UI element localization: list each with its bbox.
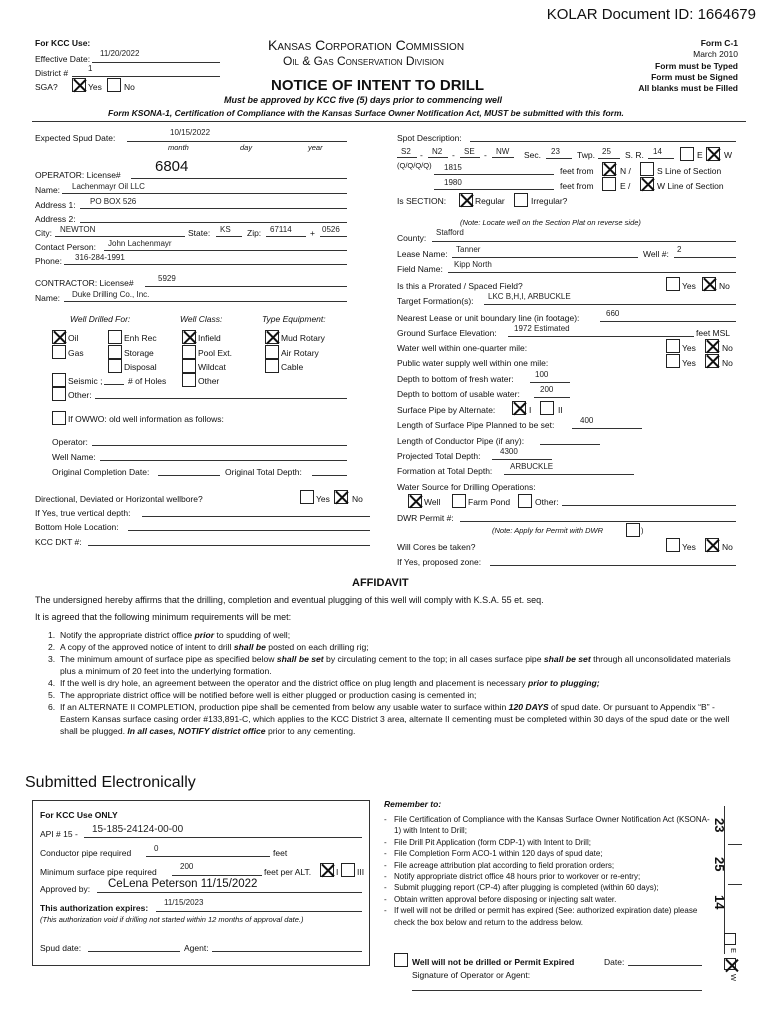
effective-date-label: Effective Date: bbox=[35, 54, 91, 64]
remember-list bbox=[384, 814, 714, 928]
directional-no-label: No bbox=[352, 494, 363, 504]
storage-label: Storage bbox=[124, 348, 154, 358]
side-range: 14 bbox=[712, 895, 727, 910]
county-value: Stafford bbox=[436, 228, 464, 237]
sga-yes-label: Yes bbox=[88, 82, 102, 92]
directional-no-checkbox[interactable] bbox=[334, 490, 348, 504]
water-source-farm-checkbox[interactable] bbox=[452, 494, 466, 508]
alternate-ii-label: II bbox=[558, 405, 563, 415]
range-e-label: E bbox=[697, 150, 703, 160]
mud-rotary-checkbox[interactable] bbox=[265, 330, 279, 344]
other-drilled-checkbox[interactable] bbox=[52, 387, 66, 401]
east-checkbox[interactable] bbox=[602, 177, 616, 191]
contact-label: Contact Person: bbox=[35, 242, 96, 252]
operator-name-label: Name: bbox=[35, 185, 61, 195]
address1-label: Address 1: bbox=[35, 200, 76, 210]
other-class-checkbox[interactable] bbox=[182, 373, 196, 387]
irregular-checkbox[interactable] bbox=[514, 193, 528, 207]
form-title: NOTICE OF INTENT TO DRILL bbox=[271, 77, 485, 94]
alternate-i-label: I bbox=[529, 405, 532, 415]
infield-label: Infield bbox=[198, 333, 221, 343]
regular-label: Regular bbox=[475, 196, 505, 206]
spot-q1: S2 bbox=[401, 147, 411, 156]
remember-item: - File Completion Form ACO-1 within 120 days of spud date; bbox=[384, 848, 714, 859]
cores-no-label: No bbox=[722, 542, 733, 552]
prorated-no-checkbox[interactable] bbox=[702, 277, 716, 291]
affidavit-title: AFFIDAVIT bbox=[352, 577, 409, 589]
public-water-no-label: No bbox=[722, 358, 733, 368]
formation-depth-value: ARBUCKLE bbox=[510, 462, 554, 471]
lease-value: Tanner bbox=[456, 245, 481, 254]
requirement-item: 6. If an ALTERNATE II COMPLETION, production pipe shall be cemented from below any usable water to surface within 120 DAYS of spud date. Or pursuant to Appendix “B” - Eastern Kansas surface casing order #133,891-C, which applies to the KCC District 3 area, alternate II cementing must be completed within 30 days of the spud date or the well shall be plugged. In all cases, NOTIFY district office prior to any cementing. bbox=[48, 702, 730, 736]
district-label: District # bbox=[35, 68, 69, 78]
remember-item: - Submit plugging report (CP-4) after plugging is completed (within 60 days); bbox=[384, 882, 714, 893]
spot-dash-1: - bbox=[420, 150, 423, 160]
district-value: 1 bbox=[88, 64, 93, 73]
water-well-no-label: No bbox=[722, 343, 733, 353]
well-class-heading: Well Class: bbox=[180, 314, 223, 324]
remember-item: - Notify appropriate district office 48 hours prior to workover or re-entry; bbox=[384, 871, 714, 882]
water-source-farm-label: Farm Pond bbox=[468, 497, 511, 507]
operator-name-value: Lachenmayr Oil LLC bbox=[72, 182, 145, 191]
county-label: County: bbox=[397, 233, 427, 243]
well-number-value: 2 bbox=[677, 245, 682, 254]
proposed-zone-label: If Yes, proposed zone: bbox=[397, 557, 482, 567]
conductor-pipe-value: 0 bbox=[154, 844, 159, 853]
directional-label: Directional, Deviated or Horizontal wellbore? bbox=[35, 494, 203, 504]
disposal-checkbox[interactable] bbox=[108, 359, 122, 373]
api-label: API # 15 - bbox=[40, 829, 78, 839]
zip-label: Zip: bbox=[247, 228, 262, 238]
spud-year: year bbox=[308, 143, 323, 152]
field-value: Kipp North bbox=[454, 260, 492, 269]
field-label: Field Name: bbox=[397, 264, 443, 274]
formation-depth-label: Formation at Total Depth: bbox=[397, 466, 493, 476]
other-drilled-label: Other: bbox=[68, 390, 92, 400]
sec-value: 23 bbox=[551, 147, 560, 156]
address1-value: PO BOX 526 bbox=[90, 197, 137, 206]
type-equipment-heading: Type Equipment: bbox=[262, 314, 326, 324]
cable-checkbox[interactable] bbox=[265, 359, 279, 373]
approved-by-value: CeLena Peterson 11/15/2022 bbox=[108, 878, 258, 890]
oil-checkbox[interactable] bbox=[52, 330, 66, 344]
water-well-no-checkbox[interactable] bbox=[705, 339, 719, 353]
cores-yes-checkbox[interactable] bbox=[666, 538, 680, 552]
remember-item: - Obtain written approval before disposing or injecting salt water. bbox=[384, 894, 714, 905]
side-w-checkbox[interactable] bbox=[724, 958, 736, 970]
owwo-checkbox[interactable] bbox=[52, 411, 66, 425]
expires-value: 11/15/2023 bbox=[164, 898, 204, 907]
state-label: State: bbox=[188, 228, 211, 238]
infield-checkbox[interactable] bbox=[182, 330, 196, 344]
spud-day: day bbox=[240, 143, 253, 152]
dwr-note: (Note: Apply for Permit with DWR bbox=[492, 526, 603, 535]
pool-ext-label: Pool Ext. bbox=[198, 348, 233, 358]
spot-q4: NW bbox=[496, 147, 510, 156]
range-label: S. R. bbox=[625, 150, 644, 160]
approval-note: Must be approved by KCC five (5) days prior to commencing well bbox=[224, 95, 503, 105]
locate-note: (Note: Locate well on the Section Plat on reverse side) bbox=[460, 218, 641, 227]
operator-license-label: OPERATOR: License# bbox=[35, 170, 121, 180]
fresh-water-label: Depth to bottom of fresh water: bbox=[397, 374, 514, 384]
prorated-label: Is this a Prorated / Spaced Field? bbox=[397, 281, 523, 291]
range-w-checkbox[interactable] bbox=[706, 147, 720, 161]
enh-rec-label: Enh Rec bbox=[124, 333, 157, 343]
nearest-boundary-value: 660 bbox=[606, 309, 620, 318]
gas-checkbox[interactable] bbox=[52, 345, 66, 359]
west-checkbox[interactable] bbox=[640, 177, 654, 191]
ground-elevation-value: 1972 Estimated bbox=[514, 324, 570, 333]
side-township: 25 bbox=[712, 857, 727, 872]
lease-label: Lease Name: bbox=[397, 249, 448, 259]
owwo-orig-depth-label: Original Total Depth: bbox=[225, 467, 302, 477]
agent-label: Agent: bbox=[184, 943, 209, 953]
kcc-use-only-title: For KCC Use ONLY bbox=[40, 810, 118, 820]
spud-date-kcc-label: Spud date: bbox=[40, 943, 82, 953]
spud-date-value: 10/15/2022 bbox=[170, 128, 211, 137]
min-surface-value: 200 bbox=[180, 862, 194, 871]
water-well-yes-label: Yes bbox=[682, 343, 696, 353]
north-checkbox[interactable] bbox=[602, 162, 616, 176]
requirement-item: 4. If the well is dry hole, an agreement between the operator and the district office on plug length and placement is necessary prior to plugging; bbox=[48, 678, 600, 688]
air-rotary-label: Air Rotary bbox=[281, 348, 319, 358]
usable-water-label: Depth to bottom of usable water: bbox=[397, 389, 520, 399]
range-e-checkbox[interactable] bbox=[680, 147, 694, 161]
not-drilled-label: Well will not be drilled or Permit Expired bbox=[412, 957, 575, 967]
contractor-name-label: Name: bbox=[35, 293, 61, 303]
not-drilled-date-label: Date: bbox=[604, 957, 625, 967]
disposal-label: Disposal bbox=[124, 362, 157, 372]
alt-iii-checkbox[interactable] bbox=[341, 863, 355, 877]
east-label: E / bbox=[620, 181, 631, 191]
cores-yes-label: Yes bbox=[682, 542, 696, 552]
spud-date-label: Expected Spud Date: bbox=[35, 133, 116, 143]
spot-qqqq: (Q/Q/Q/Q) bbox=[397, 161, 432, 170]
true-depth-label: If Yes, true vertical depth: bbox=[35, 508, 131, 518]
west-line-label: W Line of Section bbox=[657, 181, 724, 191]
cores-label: Will Cores be taken? bbox=[397, 542, 476, 552]
pipe-alternate-label: Surface Pipe by Alternate: bbox=[397, 405, 496, 415]
spot-q3: SE bbox=[464, 147, 475, 156]
cores-no-checkbox[interactable] bbox=[705, 538, 719, 552]
approved-by-label: Approved by: bbox=[40, 884, 91, 894]
water-source-other-label: Other: bbox=[535, 497, 559, 507]
fresh-water-value: 100 bbox=[535, 370, 549, 379]
mud-rotary-label: Mud Rotary bbox=[281, 333, 325, 343]
city-label: City: bbox=[35, 228, 52, 238]
sga-label: SGA? bbox=[35, 82, 58, 92]
footage-ns-value: 1815 bbox=[444, 163, 462, 172]
water-well-label: Water well within one-quarter mile: bbox=[397, 343, 528, 353]
twp-label: Twp. bbox=[577, 150, 595, 160]
twp-value: 25 bbox=[602, 147, 611, 156]
ground-elevation-label: Ground Surface Elevation: bbox=[397, 328, 497, 338]
void-note: (This authorization void if drilling not started within 12 months of approval date.) bbox=[40, 915, 304, 924]
surface-pipe-length-value: 400 bbox=[580, 416, 594, 425]
storage-checkbox[interactable] bbox=[108, 345, 122, 359]
water-well-yes-checkbox[interactable] bbox=[666, 339, 680, 353]
regular-checkbox[interactable] bbox=[459, 193, 473, 207]
alt-i-checkbox[interactable] bbox=[320, 863, 334, 877]
ksona-note: Form KSONA-1, Certification of Compliance with the Kansas Surface Owner Notification Act, MUST be submitted with this form. bbox=[108, 108, 624, 118]
spud-month: month bbox=[168, 143, 189, 152]
requirement-item: 3. The minimum amount of surface pipe as specified below shall be set by circulating cement to the top; in all cases surface pipe shall be set through all unconsolidated materials plus a minimum of 20 feet into the underlying formation. bbox=[48, 654, 731, 676]
nearest-boundary-label: Nearest Lease or unit boundary line (in footage): bbox=[397, 313, 580, 323]
wildcat-label: Wildcat bbox=[198, 362, 226, 372]
oil-label: Oil bbox=[68, 333, 79, 343]
gas-label: Gas bbox=[68, 348, 84, 358]
owwo-well-name-label: Well Name: bbox=[52, 452, 96, 462]
spot-dash-3: - bbox=[484, 150, 487, 160]
public-water-no-checkbox[interactable] bbox=[705, 354, 719, 368]
state-value: KS bbox=[220, 225, 231, 234]
sga-no-label: No bbox=[124, 82, 135, 92]
holes-label: # of Holes bbox=[128, 376, 167, 386]
spot-description-label: Spot Description: bbox=[397, 133, 462, 143]
sga-no-checkbox[interactable] bbox=[107, 78, 121, 92]
prorated-yes-checkbox[interactable] bbox=[666, 277, 680, 291]
form-note-typed: Form must be Typed bbox=[655, 61, 738, 71]
document-id: KOLAR Document ID: 1664679 bbox=[546, 6, 756, 23]
alternate-ii-checkbox[interactable] bbox=[540, 401, 554, 415]
footage-ew-from: feet from bbox=[560, 181, 594, 191]
public-water-label: Public water supply well within one mile: bbox=[397, 358, 549, 368]
phone-label: Phone: bbox=[35, 256, 62, 266]
sec-label: Sec. bbox=[524, 150, 542, 160]
conductor-feet-label: feet bbox=[273, 848, 288, 858]
range-value: 14 bbox=[653, 147, 662, 156]
directional-yes-label: Yes bbox=[316, 494, 330, 504]
bottom-hole-label: Bottom Hole Location: bbox=[35, 522, 119, 532]
remember-item: - File acreage attribution plat according to field proration orders; bbox=[384, 860, 714, 871]
remember-item: - If well will not be drilled or permit has expired (See: authorized expiration date) please check the box below and return to the address below. bbox=[384, 905, 714, 928]
contractor-name-value: Duke Drilling Co., Inc. bbox=[72, 290, 150, 299]
alt-iii-label: III bbox=[357, 867, 365, 877]
agency-name: Kansas Corporation Commission bbox=[268, 37, 465, 53]
address2-label: Address 2: bbox=[35, 214, 76, 224]
operator-license-value: 6804 bbox=[155, 158, 189, 175]
remember-title: Remember to: bbox=[384, 799, 442, 809]
expires-label: This authorization expires: bbox=[40, 903, 149, 913]
enh-rec-checkbox[interactable] bbox=[108, 330, 122, 344]
form-date: March 2010 bbox=[693, 49, 738, 59]
alternate-i-checkbox[interactable] bbox=[512, 401, 526, 415]
projected-depth-label: Projected Total Depth: bbox=[397, 451, 481, 461]
feet-per-alt-label: feet per ALT. bbox=[264, 867, 312, 877]
city-value: NEWTON bbox=[60, 225, 96, 234]
owwo-operator-label: Operator: bbox=[52, 437, 88, 447]
requirement-item: 2. A copy of the approved notice of intent to drill shall be posted on each drilling rig; bbox=[48, 642, 369, 652]
operator-signature-label: Signature of Operator or Agent: bbox=[412, 970, 531, 980]
footage-ns-from: feet from bbox=[560, 166, 594, 176]
contractor-license-label: CONTRACTOR: License# bbox=[35, 278, 134, 288]
form-note-signed: Form must be Signed bbox=[651, 72, 738, 82]
spot-dash-2: - bbox=[452, 150, 455, 160]
alt-i-label: I bbox=[336, 867, 339, 877]
cable-label: Cable bbox=[281, 362, 304, 372]
seismic-label: Seismic ; bbox=[68, 376, 103, 386]
form-note-filled: All blanks must be Filled bbox=[638, 83, 738, 93]
agency-division: Oil & Gas Conservation Division bbox=[283, 54, 444, 68]
contact-value: John Lachenmayr bbox=[108, 239, 172, 248]
remember-item: - File Drill Pit Application (form CDP-1) with Intent to Drill; bbox=[384, 837, 714, 848]
kcc-dkt-label: KCC DKT #: bbox=[35, 537, 82, 547]
water-source-well-checkbox[interactable] bbox=[408, 494, 422, 508]
affidavit-agreement: It is agreed that the following minimum requirements will be met: bbox=[35, 612, 292, 622]
dwr-permit-label: DWR Permit #: bbox=[397, 513, 454, 523]
side-e-checkbox[interactable] bbox=[724, 933, 736, 945]
contractor-license-value: 5929 bbox=[158, 274, 176, 283]
zip-value: 67114 bbox=[270, 225, 292, 234]
feet-msl-label: feet MSL bbox=[696, 328, 731, 338]
requirements-list bbox=[48, 629, 738, 737]
target-formation-label: Target Formation(s): bbox=[397, 296, 474, 306]
side-e-label: E bbox=[729, 948, 738, 954]
owwo-orig-completion-label: Original Completion Date: bbox=[52, 467, 150, 477]
wildcat-checkbox[interactable] bbox=[182, 359, 196, 373]
dwr-checkbox[interactable] bbox=[626, 523, 640, 537]
remember-item: - File Certification of Compliance with the Kansas Surface Owner Notification Act (KSONA-1) with Intent to Drill; bbox=[384, 814, 714, 837]
pool-ext-checkbox[interactable] bbox=[182, 345, 196, 359]
side-section: 23 bbox=[712, 818, 727, 833]
phone-value: 316-284-1991 bbox=[75, 253, 125, 262]
form-number: Form C-1 bbox=[700, 38, 738, 48]
affidavit-statement: The undersigned hereby affirms that the drilling, completion and eventual plugging of this well will comply with K.S.A. 55 et. seq. bbox=[35, 595, 544, 605]
target-formation-value: LKC B,H,I, ARBUCKLE bbox=[488, 292, 571, 301]
zip-plus: + bbox=[310, 228, 315, 238]
surface-pipe-length-label: Length of Surface Pipe Planned to be set: bbox=[397, 420, 555, 430]
other-class-label: Other bbox=[198, 376, 220, 386]
public-water-yes-label: Yes bbox=[682, 358, 696, 368]
sga-yes-checkbox[interactable] bbox=[72, 78, 86, 92]
projected-depth-value: 4300 bbox=[500, 447, 518, 456]
irregular-label: Irregular? bbox=[531, 196, 568, 206]
min-surface-label: Minimum surface pipe required bbox=[40, 867, 157, 877]
north-label: N / bbox=[620, 166, 631, 176]
conductor-pipe-label: Conductor pipe required bbox=[40, 848, 132, 858]
side-w-label: W bbox=[729, 974, 738, 982]
is-section-label: Is SECTION: bbox=[397, 196, 447, 206]
dwr-note-close: ) bbox=[641, 526, 644, 535]
water-source-label: Water Source for Drilling Operations: bbox=[397, 482, 536, 492]
directional-yes-checkbox[interactable] bbox=[300, 490, 314, 504]
water-source-well-label: Well bbox=[424, 497, 441, 507]
well-number-label: Well #: bbox=[643, 249, 669, 259]
effective-date-value: 11/20/2022 bbox=[100, 49, 140, 58]
air-rotary-checkbox[interactable] bbox=[265, 345, 279, 359]
south-checkbox[interactable] bbox=[640, 162, 654, 176]
range-w-label: W bbox=[724, 150, 733, 160]
seismic-checkbox[interactable] bbox=[52, 373, 66, 387]
kcc-use-title: For KCC Use: bbox=[35, 38, 91, 48]
footage-ew-value: 1980 bbox=[444, 178, 462, 187]
requirement-item: 5. The appropriate district office will be notified before well is either plugged or production casing is cemented in; bbox=[48, 690, 477, 700]
spot-q2: N2 bbox=[432, 147, 443, 156]
zip4-value: 0526 bbox=[322, 225, 340, 234]
conductor-length-label: Length of Conductor Pipe (if any): bbox=[397, 436, 525, 446]
water-source-other-checkbox[interactable] bbox=[518, 494, 532, 508]
usable-water-value: 200 bbox=[540, 385, 554, 394]
prorated-yes-label: Yes bbox=[682, 281, 696, 291]
not-drilled-checkbox[interactable] bbox=[394, 953, 408, 967]
api-value: 15-185-24124-00-00 bbox=[92, 824, 184, 835]
submitted-electronically: Submitted Electronically bbox=[25, 774, 196, 791]
south-line-label: S Line of Section bbox=[657, 166, 722, 176]
public-water-yes-checkbox[interactable] bbox=[666, 354, 680, 368]
owwo-label: If OWWO: old well information as follows: bbox=[68, 414, 224, 424]
prorated-no-label: No bbox=[719, 281, 730, 291]
well-drilled-for-heading: Well Drilled For: bbox=[70, 314, 131, 324]
requirement-item: 1. Notify the appropriate district office prior to spudding of well; bbox=[48, 630, 291, 640]
